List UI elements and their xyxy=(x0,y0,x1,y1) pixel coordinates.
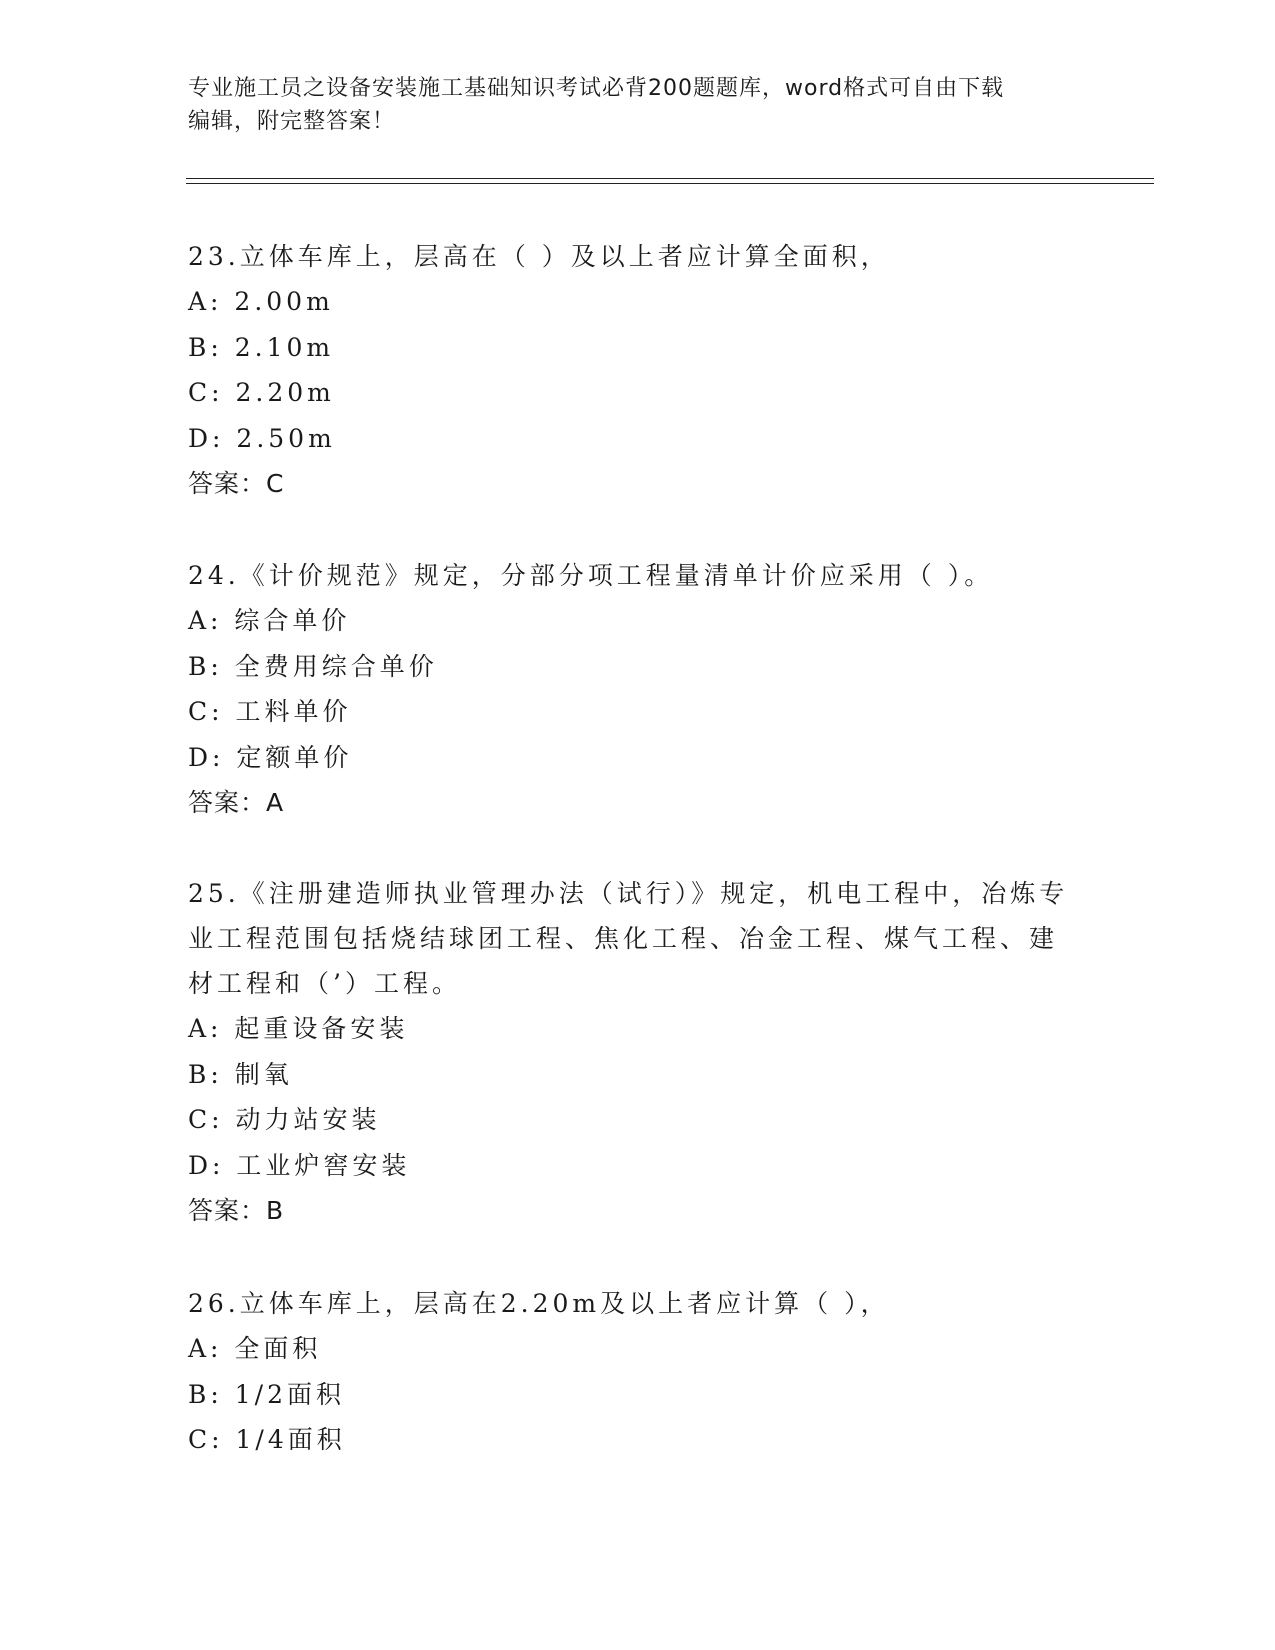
question-stem-line-3: 材工程和（’）工程。 xyxy=(188,969,461,998)
option-a: A: 2.00m xyxy=(188,287,334,316)
document-header xyxy=(188,72,1088,138)
option-c: C: 1/4面积 xyxy=(188,1425,346,1454)
question-stem: 23.立体车库上，层高在（ ）及以上者应计算全面积， xyxy=(188,242,890,271)
option-b: B: 2.10m xyxy=(188,332,335,362)
question-23 xyxy=(188,234,1088,506)
answer-line: 答案：A xyxy=(188,788,285,817)
header-divider-top xyxy=(186,178,1154,179)
option-d: D: 工业炉窖安装 xyxy=(188,1150,411,1180)
option-a: A: 综合单价 xyxy=(188,606,351,635)
option-b: B: 全费用综合单价 xyxy=(188,651,438,681)
question-24 xyxy=(188,553,1088,825)
option-a: A: 起重设备安装 xyxy=(188,1014,409,1043)
option-c: C: 2.20m xyxy=(188,378,335,407)
question-stem: 24.《计价规范》规定，分部分项工程量清单计价应采用（ ）。 xyxy=(188,561,994,590)
option-d: D: 2.50m xyxy=(188,423,336,453)
question-26 xyxy=(188,1281,1088,1463)
answer-line: 答案：C xyxy=(188,469,285,498)
question-25 xyxy=(188,871,1088,1233)
header-line-1: 专业施工员之设备安装施工基础知识考试必背200题题库，word格式可自由下载 xyxy=(188,76,1005,101)
answer-line: 答案：B xyxy=(188,1196,285,1225)
question-stem-line-2: 业工程范围包括烧结球团工程、焦化工程、冶金工程、煤气工程、建 xyxy=(188,924,1059,953)
option-c: C: 动力站安装 xyxy=(188,1105,381,1134)
question-stem: 26.立体车库上，层高在2.20m及以上者应计算（ ）， xyxy=(188,1289,890,1318)
header-line-2: 编辑，附完整答案！ xyxy=(188,109,396,134)
question-stem-line-1: 25.《注册建造师执业管理办法（试行）》规定，机电工程中，冶炼专 xyxy=(188,879,1069,908)
option-b: B: 1/2面积 xyxy=(188,1379,345,1409)
option-b: B: 制氧 xyxy=(188,1059,293,1089)
option-a: A: 全面积 xyxy=(188,1334,322,1363)
option-c: C: 工料单价 xyxy=(188,697,352,726)
header-divider-bottom xyxy=(186,183,1154,184)
option-d: D: 定额单价 xyxy=(188,742,353,772)
